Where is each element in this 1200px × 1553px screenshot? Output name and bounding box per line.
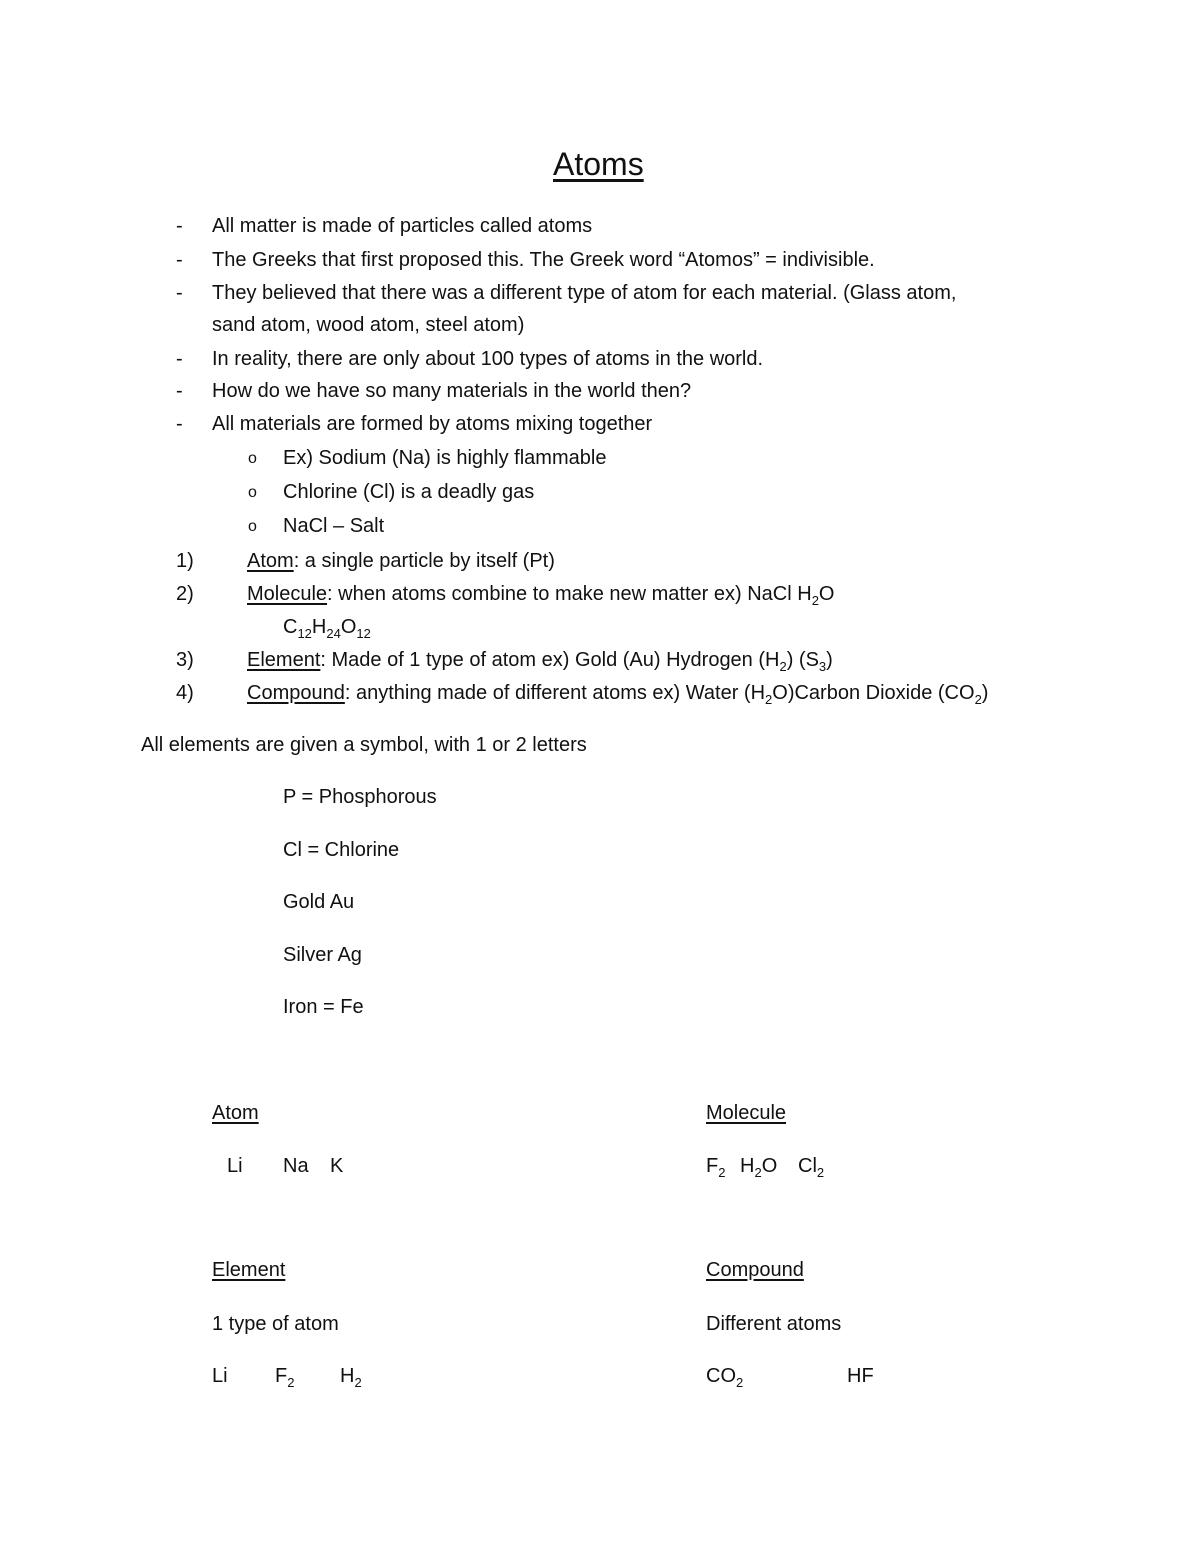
definition-text: O)Carbon Dioxide (CO — [772, 682, 975, 704]
bullet-marker: - — [176, 348, 183, 370]
formula-part: CO — [706, 1365, 736, 1387]
bullet-item: All matter is made of particles called atoms — [212, 215, 593, 237]
element-example-f2 — [275, 1365, 295, 1390]
compound-heading: Compound — [706, 1259, 804, 1281]
bullet-marker: - — [176, 380, 183, 402]
bullet-marker: - — [176, 282, 183, 304]
subscript: 2 — [816, 1165, 825, 1180]
symbol-item: Iron = Fe — [283, 996, 364, 1018]
bullet-item: The Greeks that first proposed this. The Greek word “Atomos” = indivisible. — [212, 249, 875, 271]
subscript: 2 — [718, 1165, 726, 1180]
subscript: 2 — [779, 659, 787, 674]
atom-example: K — [330, 1155, 344, 1177]
symbols-intro: All elements are given a symbol, with 1 or 2 letters — [141, 734, 587, 756]
subscript: 2 — [287, 1375, 295, 1390]
term: Element — [247, 649, 321, 671]
element-example-h2 — [340, 1365, 362, 1390]
definition-molecule — [247, 583, 835, 608]
molecule-example-cl2 — [798, 1155, 825, 1180]
page-title: Atoms — [553, 146, 644, 182]
bullet-marker: - — [176, 215, 183, 237]
subscript: 2 — [754, 1165, 762, 1180]
element-heading: Element — [212, 1259, 286, 1281]
atom-heading: Atom — [212, 1102, 259, 1124]
sub-bullet-item: Chlorine (Cl) is a deadly gas — [283, 481, 535, 503]
bullet-marker: - — [176, 249, 183, 271]
formula-part: C — [283, 616, 298, 638]
element-description: 1 type of atom — [212, 1313, 339, 1335]
term: Atom — [247, 550, 294, 572]
list-number: 3) — [176, 649, 194, 671]
term: Molecule — [247, 583, 328, 605]
definition-element — [247, 649, 833, 674]
formula-part: H — [340, 1365, 355, 1387]
definition-atom — [247, 551, 555, 571]
bullet-item: All materials are formed by atoms mixing together — [212, 413, 653, 435]
formula-part: F — [706, 1155, 719, 1177]
atom-example: Li — [227, 1155, 243, 1177]
subscript: 24 — [326, 626, 341, 641]
definition-text: O — [818, 583, 835, 605]
subscript: 12 — [356, 626, 371, 641]
element-example-li: Li — [212, 1365, 228, 1387]
sub-bullet-item: NaCl – Salt — [283, 515, 385, 537]
sub-bullet-marker: o — [248, 450, 257, 467]
subscript: 2 — [974, 692, 982, 707]
formula-part: Cl — [798, 1155, 817, 1177]
definition-text: ) (S — [786, 649, 819, 671]
atom-example: Na — [283, 1155, 309, 1177]
bullet-item: In reality, there are only about 100 types of atoms in the world. — [212, 348, 764, 370]
list-number: 4) — [176, 682, 194, 704]
bullet-item-continued: sand atom, wood atom, steel atom) — [212, 314, 525, 336]
subscript: 12 — [297, 626, 312, 641]
subscript: 2 — [354, 1375, 362, 1390]
molecule-heading: Molecule — [706, 1102, 787, 1124]
definition-text: : Made of 1 type of atom ex) Gold (Au) Hydrogen (H — [320, 649, 780, 671]
definition-text: : a single particle by itself (Pt) — [293, 550, 555, 572]
symbol-item: P = Phosphorous — [283, 786, 437, 808]
sub-bullet-marker: o — [248, 484, 257, 501]
compound-description: Different atoms — [706, 1313, 842, 1335]
symbol-item: Cl = Chlorine — [283, 839, 400, 861]
formula-part: O — [761, 1155, 778, 1177]
molecule-example-f2 — [706, 1155, 726, 1180]
subscript: 2 — [765, 692, 773, 707]
sub-bullet-marker: o — [248, 518, 257, 535]
definition-text: ) — [981, 682, 989, 704]
subscript: 2 — [811, 593, 819, 608]
formula-c12h24o12 — [283, 616, 371, 641]
symbol-item: Gold Au — [283, 891, 355, 913]
formula-part: F — [275, 1365, 288, 1387]
term: Compound — [247, 682, 345, 704]
sub-bullet-item: Ex) Sodium (Na) is highly flammable — [283, 447, 607, 469]
definition-text: : when atoms combine to make new matter ex) NaCl H — [327, 583, 812, 605]
definition-compound — [247, 682, 989, 707]
definition-text: ) — [826, 649, 833, 671]
subscript: 2 — [736, 1375, 744, 1390]
list-number: 1) — [176, 550, 194, 572]
list-number: 2) — [176, 583, 194, 605]
bullet-item: How do we have so many materials in the world then? — [212, 380, 692, 402]
definition-text: : anything made of different atoms ex) Water (H — [344, 682, 766, 704]
bullet-marker: - — [176, 413, 183, 435]
molecule-example-h2o — [740, 1155, 778, 1180]
compound-example-co2 — [706, 1365, 744, 1390]
compound-example-hf: HF — [847, 1365, 874, 1387]
subscript: 3 — [818, 659, 827, 674]
bullet-item: They believed that there was a different type of atom for each material. (Glass atom, — [212, 282, 957, 304]
symbol-item: Silver Ag — [283, 944, 362, 966]
formula-part: H — [740, 1155, 755, 1177]
formula-part: H — [311, 616, 327, 638]
formula-part: O — [340, 616, 357, 638]
